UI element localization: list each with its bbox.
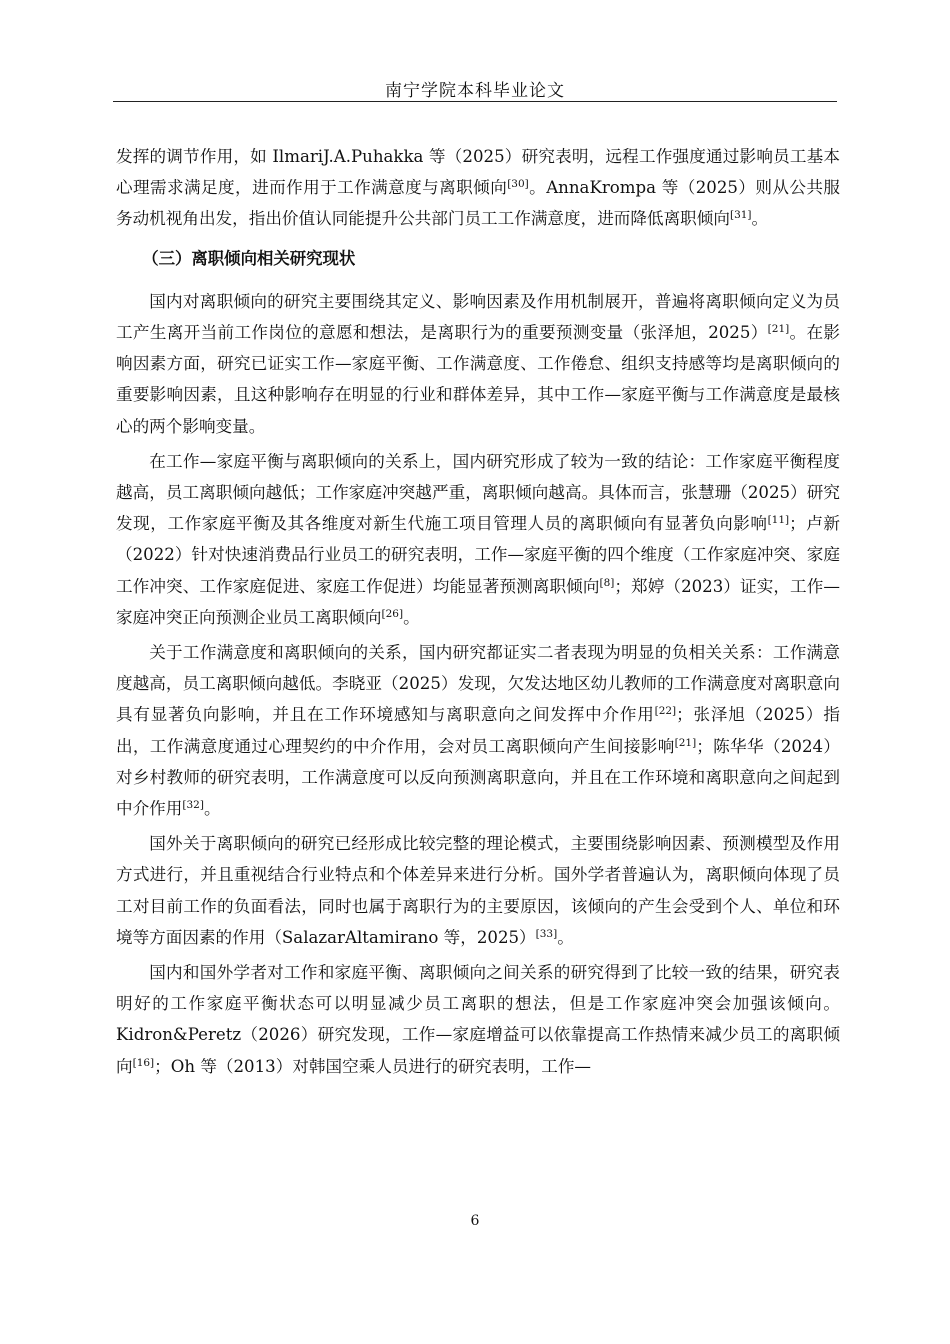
citation-ref: [11] — [767, 514, 790, 527]
citation-ref: [22] — [654, 705, 677, 718]
paragraph-text: 。 — [203, 799, 221, 819]
paragraph-text: 国内对离职倾向的研究主要围绕其定义、影响因素及作用机制展开，普遍将离职倾向定义为员工产生离开当前工作岗位的意愿和想法，是离职行为的重要预测变量（张泽旭，2025） — [116, 291, 840, 343]
body-paragraph — [116, 286, 840, 442]
section-heading: （三）离职倾向相关研究现状 — [142, 248, 356, 268]
citation-ref: [21] — [767, 323, 790, 336]
paragraph-text: ；卢新（2022）针对快速消费品行业员工的研究表明，工作—家庭平衡的四个维度（工作家庭冲突、家庭工作冲突、工作家庭促进、家庭工作促进）均能显著预测离职倾向 — [116, 514, 841, 596]
paragraph-text: 关于工作满意度和离职倾向的关系，国内研究都证实二者表现为明显的负相关关系：工作满意度越高，员工离职倾向越低。李晓亚（2025）发现，欠发达地区幼儿教师的工作满意度对离职意向具有显著负向影响，并且在工作环境感知与离职意向之间发挥中介作用 — [116, 643, 840, 725]
body-paragraph — [116, 957, 840, 1082]
citation-ref: [33] — [535, 927, 558, 940]
citation-ref: [16] — [132, 1056, 155, 1069]
citation-ref: [21] — [674, 736, 697, 749]
running-header: 南宁学院本科毕业论文 — [385, 81, 565, 101]
body-paragraph — [116, 637, 840, 824]
paragraph-text: 国内和国外学者对工作和家庭平衡、离职倾向之间关系的研究得到了比较一致的结果，研究表明好的工作家庭平衡状态可以明显减少员工离职的想法，但是工作家庭冲突会加强该倾向。Kidron&Peretz（2026）研究发现，工作—家庭增益可以依靠提高工作热情来减少员工的离职倾向 — [116, 963, 840, 1076]
header-rule — [113, 101, 837, 102]
paragraph-text: ；张泽旭（2025）指出，工作满意度通过心理契约的中介作用，会对员工离职倾向产生间接影响 — [116, 705, 841, 756]
citation-ref: [31] — [729, 209, 752, 222]
paragraph-text: ；陈华华（2024）对乡村教师的研究表明，工作满意度可以反向预测离职意向，并且在工作环境和离职意向之间起到中介作用 — [116, 736, 841, 819]
paragraph-text: 。AnnaKrompa 等（2025）则从公共服务动机视角出发，指出价值认同能提升公共部门员工工作满意度，进而降低离职倾向 — [116, 178, 840, 229]
paragraph-text: ；Oh 等（2013）对韩国空乘人员进行的研究表明，工作— — [154, 1056, 592, 1076]
paragraph-text: 。 — [557, 927, 574, 947]
body-paragraph — [116, 446, 840, 633]
paragraph-text: 在工作—家庭平衡与离职倾向的关系上，国内研究形成了较为一致的结论：工作家庭平衡程度越高，员工离职倾向越低；工作家庭冲突越严重，离职倾向越高。具体而言，张慧珊（2025）研究发现，工作家庭平衡及其各维度对新生代施工项目管理人员的离职倾向有显著负向影响 — [116, 451, 840, 534]
paragraph-text: 。在影响因素方面，研究已证实工作—家庭平衡、工作满意度、工作倦怠、组织支持感等均是离职倾向的重要影响因素，且这种影响存在明显的行业和群体差异，其中工作—家庭平衡与工作满意度是最核心的两个影响变量。 — [116, 323, 840, 436]
paragraph-text: 。 — [403, 607, 420, 627]
paragraph-text: 发挥的调节作用，如 IlmariJ.A.Puhakka 等（2025）研究表明，远程工作强度通过影响员工基本心理需求满足度，进而作用于工作满意度与离职倾向 — [116, 147, 840, 198]
page-number: 6 — [470, 1213, 480, 1229]
paragraph-text: 。 — [751, 209, 769, 229]
citation-ref: [26] — [381, 607, 404, 620]
paragraph-text: ；郑婷（2023）证实，工作—家庭冲突正向预测企业员工离职倾向 — [116, 576, 840, 627]
body-text — [116, 141, 840, 1086]
citation-ref: [30] — [507, 178, 529, 191]
paragraph-text: 国外关于离职倾向的研究已经形成比较完整的理论模式，主要围绕影响因素、预测模型及作用方式进行，并且重视结合行业特点和个体差异来进行分析。国外学者普遍认为，离职倾向体现了员工对目前工作的负面看法，同时也属于离职行为的主要原因，该倾向的产生会受到个人、单位和环境等方面因素的作用（SalazarAltamirano 等，2025） — [116, 834, 840, 947]
citation-ref: [32] — [182, 799, 204, 812]
body-paragraph — [116, 828, 840, 953]
citation-ref: [8] — [599, 576, 615, 589]
body-paragraph — [116, 141, 840, 235]
